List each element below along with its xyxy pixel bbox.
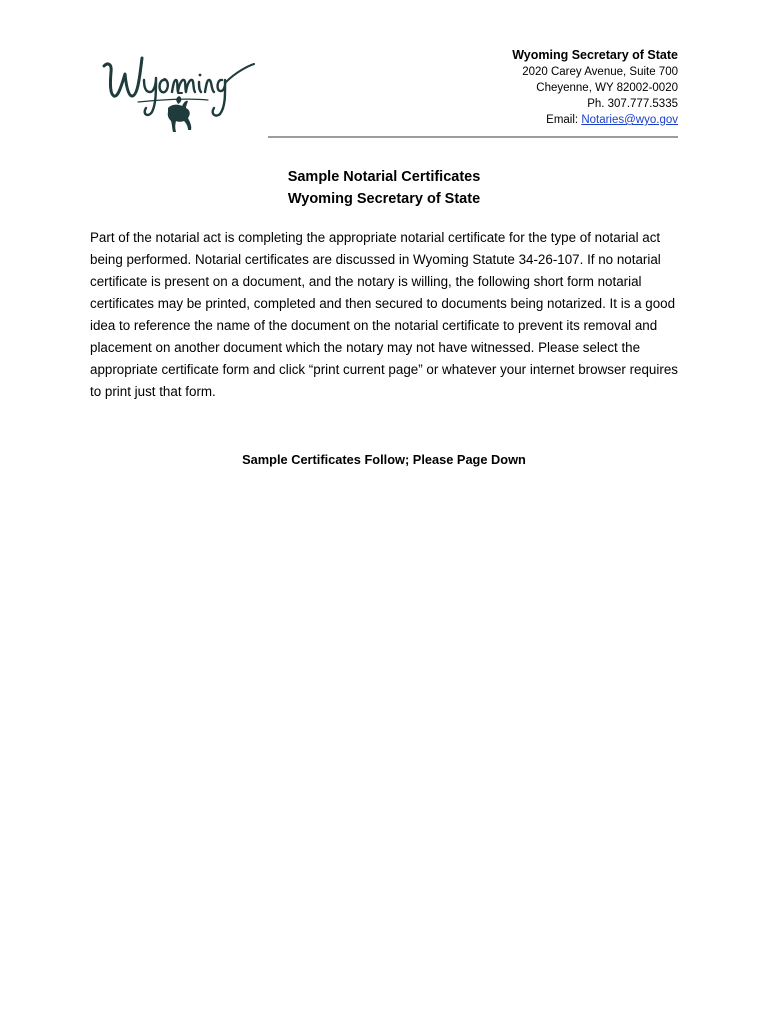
address-line-1: 2020 Carey Avenue, Suite 700 [522,66,678,78]
intro-paragraph: Part of the notarial act is completing the appropriate notarial certificate for the type of notarial act being performed. Notarial certificates are discussed in Wyoming Statute 34-26-107. If no notarial certificate is present on a document, and the notary is willing, the following short form notarial certificates may be printed, completed and then secured to documents being notarized. It is a good idea to reference the name of the document on the notarial certificate to prevent its removal and placement on another document which the notary may not have witnessed. Please select the appropriate certificate form and click “print current page” or whatever your internet browser requires to print just that form. [90,230,678,399]
phone-number: Ph. 307.777.5335 [587,98,678,110]
letterhead-contact [512,46,678,128]
document-subtitle: Wyoming Secretary of State [287,191,481,207]
email-line [512,112,678,128]
wyoming-wordmark-icon [98,46,260,138]
header-divider [268,136,678,138]
office-name: Wyoming Secretary of State [512,48,678,62]
email-label: Email: [546,114,582,126]
page-down-note: Sample Certificates Follow; Please Page Down [242,452,526,467]
document-title: Sample Notarial Certificates [287,169,481,185]
wyoming-logo [98,46,260,138]
email-link[interactable]: Notaries@wyo.gov [581,114,678,126]
address-line-2: Cheyenne, WY 82002-0020 [536,82,678,94]
bucking-horse-icon [168,92,192,132]
document-titles [0,166,768,210]
